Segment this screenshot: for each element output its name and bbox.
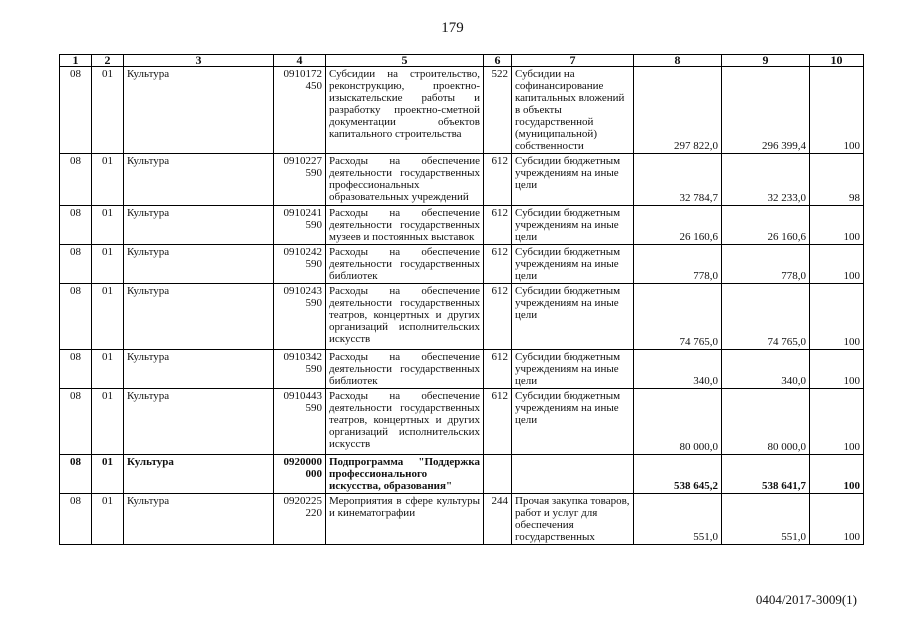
column-header: 1: [60, 55, 92, 67]
section-name-cell: Культура: [124, 206, 274, 245]
article-name-cell: Расходы на обеспечение деятельности государственных профессиональных образовательных учреждений: [326, 154, 484, 206]
target-article-code-part: 590: [305, 258, 322, 270]
target-article-cell: [274, 494, 326, 545]
article-name-cell: Субсидии на строительство, реконструкцию, проектно-изыскательские работы и разработку проектно-сметной документации объектов капитального строительства: [326, 67, 484, 154]
subsection-code-cell: 01: [92, 350, 124, 389]
expense-type-name-cell: Субсидии бюджетным учреждениям на иные цели: [512, 154, 634, 206]
section-code-cell: 08: [60, 389, 92, 455]
article-name-cell: Расходы на обеспечение деятельности государственных библиотек: [326, 350, 484, 389]
column-header: 2: [92, 55, 124, 67]
expense-type-cell: [484, 455, 512, 494]
section-name-cell: Культура: [124, 284, 274, 350]
execution-percent-cell: 100: [810, 206, 864, 245]
target-article-cell: [274, 245, 326, 284]
expense-type-name-cell: Субсидии бюджетным учреждениям на иные цели: [512, 284, 634, 350]
column-header: 3: [124, 55, 274, 67]
subsection-code-cell: 01: [92, 455, 124, 494]
target-article-cell: [274, 154, 326, 206]
expense-type-cell: 244: [484, 494, 512, 545]
subsection-code-cell: 01: [92, 206, 124, 245]
target-article-code-part: 0910342: [283, 351, 322, 363]
table-row: [60, 284, 864, 350]
executed-amount-cell: 778,0: [722, 245, 810, 284]
article-name-cell: Расходы на обеспечение деятельности государственных театров, концертных и других организаций исполнительских искусств: [326, 284, 484, 350]
planned-amount-cell: 551,0: [634, 494, 722, 545]
executed-amount-cell: 26 160,6: [722, 206, 810, 245]
executed-amount-cell: 32 233,0: [722, 154, 810, 206]
expense-type-cell: 612: [484, 350, 512, 389]
target-article-cell: [274, 284, 326, 350]
executed-amount-cell: 538 641,7: [722, 455, 810, 494]
expense-type-name-cell: Субсидии на софинансирование капитальных вложений в объекты государственной (муниципальной) собственности: [512, 67, 634, 154]
executed-amount-cell: 340,0: [722, 350, 810, 389]
target-article-code-part: 590: [305, 167, 322, 179]
planned-amount-cell: 778,0: [634, 245, 722, 284]
target-article-code-part: 0910443: [283, 390, 322, 402]
column-header: 9: [722, 55, 810, 67]
section-code-cell: 08: [60, 67, 92, 154]
table-row: [60, 455, 864, 494]
planned-amount-cell: 80 000,0: [634, 389, 722, 455]
planned-amount-cell: 32 784,7: [634, 154, 722, 206]
expense-type-cell: 612: [484, 154, 512, 206]
expense-type-name-cell: Субсидии бюджетным учреждениям на иные цели: [512, 350, 634, 389]
subsection-code-cell: 01: [92, 284, 124, 350]
section-code-cell: 08: [60, 494, 92, 545]
execution-percent-cell: 100: [810, 350, 864, 389]
section-code-cell: 08: [60, 284, 92, 350]
expense-type-cell: 612: [484, 389, 512, 455]
article-name-cell: Подпрограмма "Поддержка профессионального искусства, образования": [326, 455, 484, 494]
table-row: [60, 245, 864, 284]
table-row: [60, 350, 864, 389]
column-header: 5: [326, 55, 484, 67]
execution-percent-cell: 100: [810, 455, 864, 494]
section-name-cell: Культура: [124, 245, 274, 284]
article-name-cell: Расходы на обеспечение деятельности государственных библиотек: [326, 245, 484, 284]
section-code-cell: 08: [60, 154, 92, 206]
target-article-code-part: 590: [305, 363, 322, 375]
expense-type-name-cell: Субсидии бюджетным учреждениям на иные цели: [512, 206, 634, 245]
target-article-cell: [274, 350, 326, 389]
target-article-cell: [274, 206, 326, 245]
target-article-code-part: 0910242: [283, 246, 322, 258]
execution-percent-cell: 100: [810, 494, 864, 545]
execution-percent-cell: 100: [810, 389, 864, 455]
target-article-code-part: 590: [305, 297, 322, 309]
article-name-cell: Мероприятия в сфере культуры и кинематографии: [326, 494, 484, 545]
section-code-cell: 08: [60, 455, 92, 494]
table-row: [60, 67, 864, 154]
execution-percent-cell: 100: [810, 245, 864, 284]
column-header: 10: [810, 55, 864, 67]
target-article-code-part: 0910227: [283, 155, 322, 167]
column-header: 4: [274, 55, 326, 67]
section-name-cell: Культура: [124, 154, 274, 206]
target-article-code-part: 590: [305, 219, 322, 231]
target-article-code-part: 0910172: [283, 68, 322, 80]
budget-table: [59, 54, 864, 545]
subsection-code-cell: 01: [92, 154, 124, 206]
target-article-code-part: 0920225: [283, 495, 322, 507]
page-number: 179: [441, 20, 464, 36]
subsection-code-cell: 01: [92, 494, 124, 545]
table-row: [60, 206, 864, 245]
section-name-cell: Культура: [124, 67, 274, 154]
section-name-cell: Культура: [124, 455, 274, 494]
article-name-cell: Расходы на обеспечение деятельности государственных театров, концертных и других организаций исполнительских искусств: [326, 389, 484, 455]
target-article-cell: [274, 389, 326, 455]
expense-type-name-cell: Прочая закупка товаров, работ и услуг для обеспечения государственных: [512, 494, 634, 545]
section-code-cell: 08: [60, 206, 92, 245]
section-name-cell: Культура: [124, 389, 274, 455]
planned-amount-cell: 74 765,0: [634, 284, 722, 350]
target-article-code-part: 590: [305, 402, 322, 414]
target-article-code-part: 0920000: [283, 456, 322, 468]
table-row: [60, 494, 864, 545]
target-article-cell: [274, 455, 326, 494]
target-article-cell: [274, 67, 326, 154]
column-header: 8: [634, 55, 722, 67]
execution-percent-cell: 100: [810, 67, 864, 154]
planned-amount-cell: 340,0: [634, 350, 722, 389]
target-article-code-part: 450: [305, 80, 322, 92]
expense-type-name-cell: Субсидии бюджетным учреждениям на иные цели: [512, 389, 634, 455]
executed-amount-cell: 80 000,0: [722, 389, 810, 455]
expense-type-name-cell: Субсидии бюджетным учреждениям на иные цели: [512, 245, 634, 284]
document-code: 0404/2017-3009(1): [755, 592, 857, 607]
section-code-cell: 08: [60, 350, 92, 389]
column-header: 7: [512, 55, 634, 67]
executed-amount-cell: 74 765,0: [722, 284, 810, 350]
section-code-cell: 08: [60, 245, 92, 284]
execution-percent-cell: 100: [810, 284, 864, 350]
executed-amount-cell: 551,0: [722, 494, 810, 545]
target-article-code-part: 220: [305, 507, 322, 519]
expense-type-cell: 612: [484, 206, 512, 245]
table-row: [60, 154, 864, 206]
expense-type-cell: 612: [484, 245, 512, 284]
execution-percent-cell: 98: [810, 154, 864, 206]
target-article-code-part: 000: [305, 468, 322, 480]
table-row: [60, 389, 864, 455]
executed-amount-cell: 296 399,4: [722, 67, 810, 154]
target-article-code-part: 0910243: [283, 285, 322, 297]
planned-amount-cell: 538 645,2: [634, 455, 722, 494]
expense-type-cell: 612: [484, 284, 512, 350]
subsection-code-cell: 01: [92, 389, 124, 455]
table-header-row: [60, 55, 864, 67]
article-name-cell: Расходы на обеспечение деятельности государственных музеев и постоянных выставок: [326, 206, 484, 245]
section-name-cell: Культура: [124, 350, 274, 389]
planned-amount-cell: 26 160,6: [634, 206, 722, 245]
subsection-code-cell: 01: [92, 67, 124, 154]
section-name-cell: Культура: [124, 494, 274, 545]
expense-type-cell: 522: [484, 67, 512, 154]
subsection-code-cell: 01: [92, 245, 124, 284]
planned-amount-cell: 297 822,0: [634, 67, 722, 154]
column-header: 6: [484, 55, 512, 67]
target-article-code-part: 0910241: [283, 207, 322, 219]
expense-type-name-cell: [512, 455, 634, 494]
